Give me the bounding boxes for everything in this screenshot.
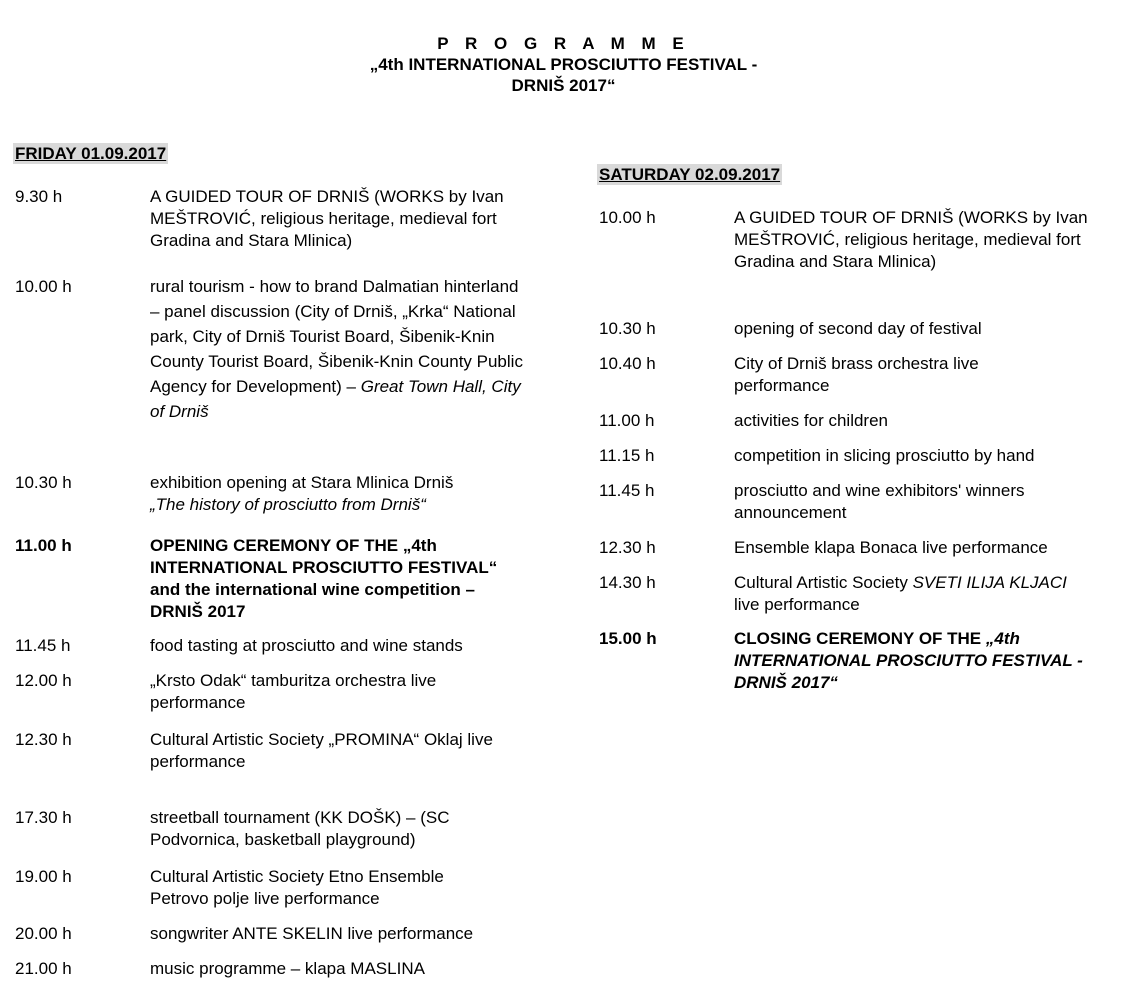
event-description: prosciutto and wine exhibitors' winners announcement bbox=[734, 481, 1025, 522]
event-description: A GUIDED TOUR OF DRNIŠ (WORKS by Ivan MEŠTROVIĆ, religious heritage, medieval fort Gradina and Stara Mlinica) bbox=[734, 208, 1088, 271]
event-description: music programme – klapa MASLINA bbox=[150, 959, 425, 978]
event-description-text: exhibition opening at Stara Mlinica Drniš bbox=[150, 473, 454, 492]
event-time: 14.30 h bbox=[599, 573, 656, 592]
event-time: 10.40 h bbox=[599, 354, 656, 373]
event-time: 19.00 h bbox=[15, 867, 72, 886]
event-time: 10.30 h bbox=[599, 319, 656, 338]
event-venue: Great Town Hall, City of Drniš bbox=[150, 377, 521, 421]
exhibition-title: „The history of prosciutto from Drniš“ bbox=[150, 495, 426, 514]
event-description: „Krsto Odak“ tamburitza orchestra live performance bbox=[150, 671, 437, 712]
festival-title-line1: „4th INTERNATIONAL PROSCIUTTO FESTIVAL - bbox=[369, 55, 758, 74]
event-description: Cultural Artistic Society Etno Ensemble Petrovo polje live performance bbox=[150, 867, 444, 908]
event-description bbox=[150, 274, 530, 424]
festival-name: „4th INTERNATIONAL PROSCIUTTO FESTIVAL - DRNIŠ 2017“ bbox=[734, 629, 1083, 692]
event-time: 21.00 h bbox=[15, 959, 72, 978]
event-time: 12.00 h bbox=[15, 671, 72, 690]
event-description bbox=[734, 572, 1124, 616]
event-time: 11.00 h bbox=[15, 536, 72, 555]
saturday-heading: SATURDAY 02.09.2017 bbox=[599, 165, 781, 184]
performer-name: SVETI ILIJA KLJACI bbox=[912, 573, 1067, 592]
event-description: City of Drniš brass orchestra live performance bbox=[734, 354, 979, 395]
event-time: 9.30 h bbox=[15, 187, 63, 206]
event-description-text: Cultural Artistic Society bbox=[734, 573, 913, 592]
event-time: 20.00 h bbox=[15, 924, 72, 943]
event-description: opening of second day of festival bbox=[734, 319, 982, 338]
festival-title-line2: DRNIŠ 2017“ bbox=[511, 76, 616, 95]
event-description: streetball tournament (KK DOŠK) – (SC Podvornica, basketball playground) bbox=[150, 808, 450, 849]
event-time: 10.30 h bbox=[15, 473, 72, 492]
event-description: Cultural Artistic Society „PROMINA“ Oklaj live performance bbox=[150, 730, 493, 771]
event-time: 10.00 h bbox=[599, 208, 656, 227]
programme-header bbox=[0, 33, 1127, 96]
event-time: 11.15 h bbox=[599, 446, 655, 465]
event-description: competition in slicing prosciutto by hand bbox=[734, 446, 1035, 465]
friday-heading: FRIDAY 01.09.2017 bbox=[15, 144, 167, 163]
event-description-suffix: live performance bbox=[734, 595, 860, 614]
event-time: 11.45 h bbox=[15, 636, 71, 655]
event-description bbox=[734, 628, 1094, 694]
event-description: songwriter ANTE SKELIN live performance bbox=[150, 924, 474, 943]
event-description-text: rural tourism - how to brand Dalmatian hinterland – panel discussion (City of Drniš, „Krka“ National park, City of Drniš Tourist Board, Šibenik-Knin County Tourist Board, Šibenik-Knin County Public Agency for Development) – bbox=[150, 277, 523, 396]
programme-title: P R O G R A M M E bbox=[437, 34, 690, 53]
event-description: OPENING CEREMONY OF THE „4th INTERNATIONAL PROSCIUTTO FESTIVAL“ and the international wine competition – DRNIŠ 2017 bbox=[150, 536, 498, 621]
event-time: 12.30 h bbox=[599, 538, 656, 557]
event-description: activities for children bbox=[734, 411, 889, 430]
event-description: Ensemble klapa Bonaca live performance bbox=[734, 538, 1048, 557]
event-time: 12.30 h bbox=[15, 730, 72, 749]
event-description: food tasting at prosciutto and wine stands bbox=[150, 636, 463, 655]
event-description bbox=[150, 472, 530, 516]
event-time: 17.30 h bbox=[15, 808, 72, 827]
event-time: 11.45 h bbox=[599, 481, 655, 500]
event-time: 10.00 h bbox=[15, 277, 72, 296]
event-description-text: CLOSING CEREMONY OF THE bbox=[734, 629, 986, 648]
event-time: 11.00 h bbox=[599, 411, 655, 430]
event-time: 15.00 h bbox=[599, 629, 657, 648]
event-description: A GUIDED TOUR OF DRNIŠ (WORKS by Ivan MEŠTROVIĆ, religious heritage, medieval fort Gradina and Stara Mlinica) bbox=[150, 187, 504, 250]
